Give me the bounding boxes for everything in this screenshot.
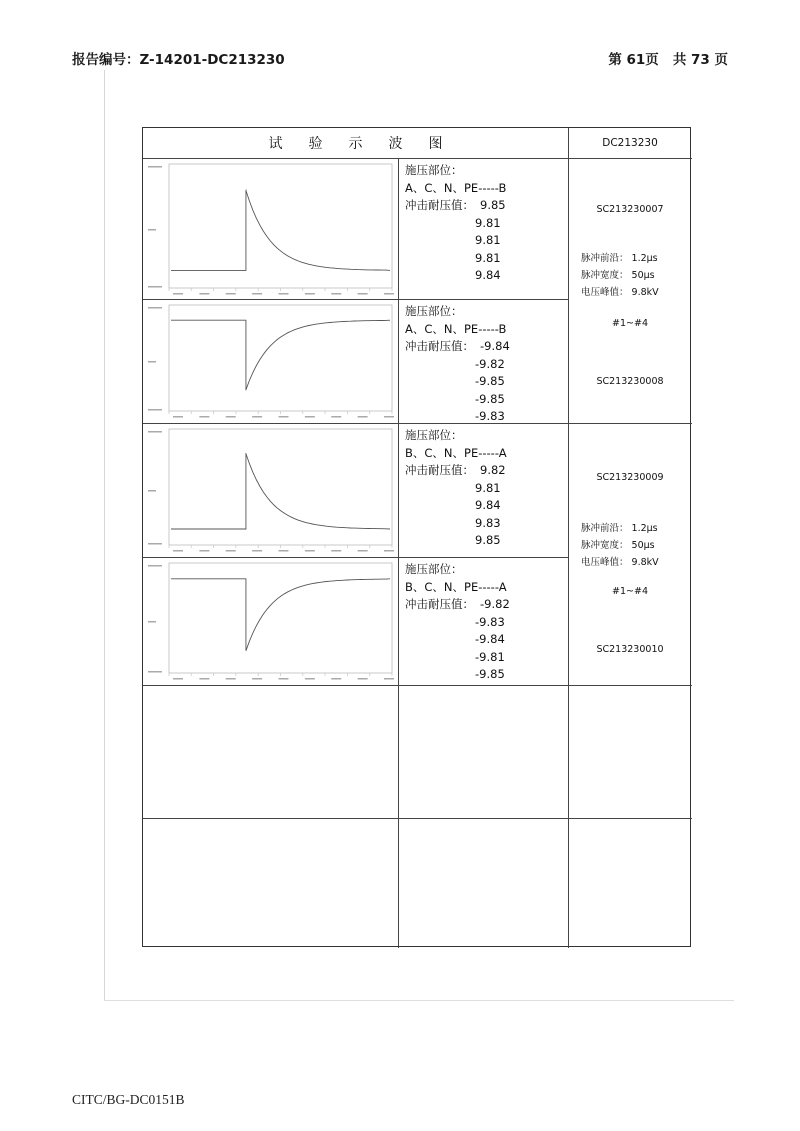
y-mid-label	[148, 361, 156, 363]
sample-code: SC213230009	[596, 472, 664, 483]
voltage-value: 9.83	[475, 515, 501, 530]
x-tick-label	[358, 416, 368, 418]
voltage-label: 冲击耐压值：	[405, 597, 474, 611]
x-tick-label	[384, 293, 394, 295]
voltage-value: 9.81	[475, 250, 501, 265]
voltage-value: -9.85	[475, 667, 505, 681]
y-top-label	[148, 307, 162, 309]
apply-position: A、C、N、PE-----B	[405, 321, 507, 336]
x-tick-label	[226, 678, 236, 680]
impulse-trace	[171, 190, 390, 270]
x-tick-label	[305, 293, 315, 295]
y-top-label	[148, 431, 162, 433]
x-tick-label	[358, 678, 368, 680]
row-divider-4	[143, 685, 692, 686]
x-tick-label	[226, 416, 236, 418]
x-tick-label	[173, 678, 183, 680]
voltage-value: -9.85	[475, 374, 505, 388]
table-report-no: DC213230	[602, 137, 658, 149]
scan-edge-bottom	[104, 1000, 734, 1001]
apply-position: A、C、N、PE-----B	[405, 180, 507, 195]
x-tick-label	[331, 550, 341, 552]
test-info-3	[405, 427, 507, 550]
y-bottom-label	[148, 286, 162, 288]
voltage-value: -9.84	[480, 339, 510, 353]
test-info-2	[405, 303, 510, 426]
voltage-value: 9.81	[475, 233, 501, 247]
voltage-value: 9.85	[475, 533, 501, 547]
apply-label: 施压部位：	[405, 163, 463, 177]
x-tick-label	[279, 678, 289, 680]
voltage-value: 9.81	[475, 215, 501, 230]
x-tick-label	[226, 550, 236, 552]
waveform-3	[145, 425, 396, 555]
pulse-width: 脉冲宽度： 50μs	[581, 270, 655, 281]
x-tick-label	[358, 550, 368, 552]
x-tick-label	[252, 550, 262, 552]
title-divider	[143, 158, 692, 159]
waveform-2	[145, 301, 396, 421]
sample-code: SC213230008	[596, 376, 664, 387]
apply-label: 施压部位：	[405, 428, 463, 442]
y-bottom-label	[148, 409, 162, 411]
x-tick-label	[305, 416, 315, 418]
y-mid-label	[148, 229, 156, 231]
apply-position: B、C、N、PE-----A	[405, 445, 507, 460]
x-tick-label	[331, 293, 341, 295]
y-top-label	[148, 565, 162, 567]
x-tick-label	[331, 416, 341, 418]
row-divider-1	[143, 299, 568, 300]
report-number: 报告编号：Z-14201-DC213230	[72, 52, 285, 68]
sample-code: SC213230010	[596, 644, 664, 655]
impulse-trace	[171, 320, 390, 390]
voltage-label: 冲击耐压值：	[405, 339, 474, 353]
sample-range: #1~#4	[612, 318, 648, 329]
column-divider-right	[568, 128, 569, 948]
x-tick-label	[279, 293, 289, 295]
pulse-width: 脉冲宽度： 50μs	[581, 540, 655, 551]
x-tick-label	[331, 678, 341, 680]
y-bottom-label	[148, 671, 162, 673]
waveform-1	[145, 160, 396, 298]
pulse-peak: 电压峰值： 9.8kV	[581, 287, 659, 298]
x-tick-label	[358, 293, 368, 295]
waveform-4	[145, 559, 396, 683]
x-tick-label	[173, 550, 183, 552]
x-tick-label	[252, 416, 262, 418]
table-title: 试验示波图	[268, 136, 469, 152]
x-tick-label	[384, 416, 394, 418]
voltage-value: -9.85	[475, 391, 505, 406]
x-tick-label	[252, 293, 262, 295]
page-total: 共 73 页	[672, 52, 728, 68]
pulse-front: 脉冲前沿： 1.2μs	[581, 523, 658, 534]
voltage-value: -9.83	[475, 614, 505, 629]
scan-edge-left	[104, 70, 105, 1000]
x-tick-label	[384, 678, 394, 680]
x-tick-label	[199, 678, 209, 680]
x-tick-label	[173, 293, 183, 295]
x-tick-label	[305, 550, 315, 552]
x-tick-label	[305, 678, 315, 680]
column-divider-middle	[398, 158, 399, 948]
x-tick-label	[279, 416, 289, 418]
apply-label: 施压部位：	[405, 562, 463, 576]
apply-position: B、C、N、PE-----A	[405, 579, 507, 594]
voltage-value: -9.84	[475, 632, 505, 646]
y-top-label	[148, 166, 162, 168]
voltage-label: 冲击耐压值：	[405, 463, 474, 477]
impulse-trace	[171, 579, 390, 651]
page-indicator	[594, 48, 728, 68]
x-tick-label	[279, 550, 289, 552]
test-info-4	[405, 561, 510, 684]
x-tick-label	[252, 678, 262, 680]
voltage-value: -9.82	[475, 356, 505, 371]
impulse-trace	[171, 454, 390, 529]
sample-code: SC213230007	[596, 204, 664, 215]
pulse-params-1	[581, 250, 659, 301]
voltage-label: 冲击耐压值：	[405, 198, 474, 212]
x-tick-label	[199, 550, 209, 552]
voltage-value: 9.81	[475, 480, 501, 495]
plot-frame	[169, 429, 392, 545]
voltage-value: 9.84	[475, 268, 501, 282]
pulse-peak: 电压峰值： 9.8kV	[581, 557, 659, 568]
test-info-1	[405, 162, 506, 285]
pulse-front: 脉冲前沿： 1.2μs	[581, 253, 658, 264]
page-number: 第 61页	[608, 52, 659, 68]
sample-range: #1~#4	[612, 586, 648, 597]
voltage-value: 9.84	[475, 498, 501, 512]
y-mid-label	[148, 621, 156, 623]
x-tick-label	[384, 550, 394, 552]
row-divider-3	[143, 557, 568, 558]
voltage-value: -9.82	[480, 597, 510, 611]
x-tick-label	[173, 416, 183, 418]
x-tick-label	[199, 293, 209, 295]
x-tick-label	[226, 293, 236, 295]
voltage-value: 9.85	[480, 198, 506, 212]
y-mid-label	[148, 490, 156, 492]
x-tick-label	[199, 416, 209, 418]
pulse-params-2	[581, 520, 659, 571]
form-code: CITC/BG-DC0151B	[72, 1092, 185, 1107]
waveform-table	[142, 127, 691, 947]
voltage-value: -9.83	[475, 409, 505, 423]
apply-label: 施压部位：	[405, 304, 463, 318]
voltage-value: -9.81	[475, 649, 505, 664]
y-bottom-label	[148, 543, 162, 545]
row-divider-5	[143, 818, 692, 819]
voltage-value: 9.82	[480, 463, 506, 477]
